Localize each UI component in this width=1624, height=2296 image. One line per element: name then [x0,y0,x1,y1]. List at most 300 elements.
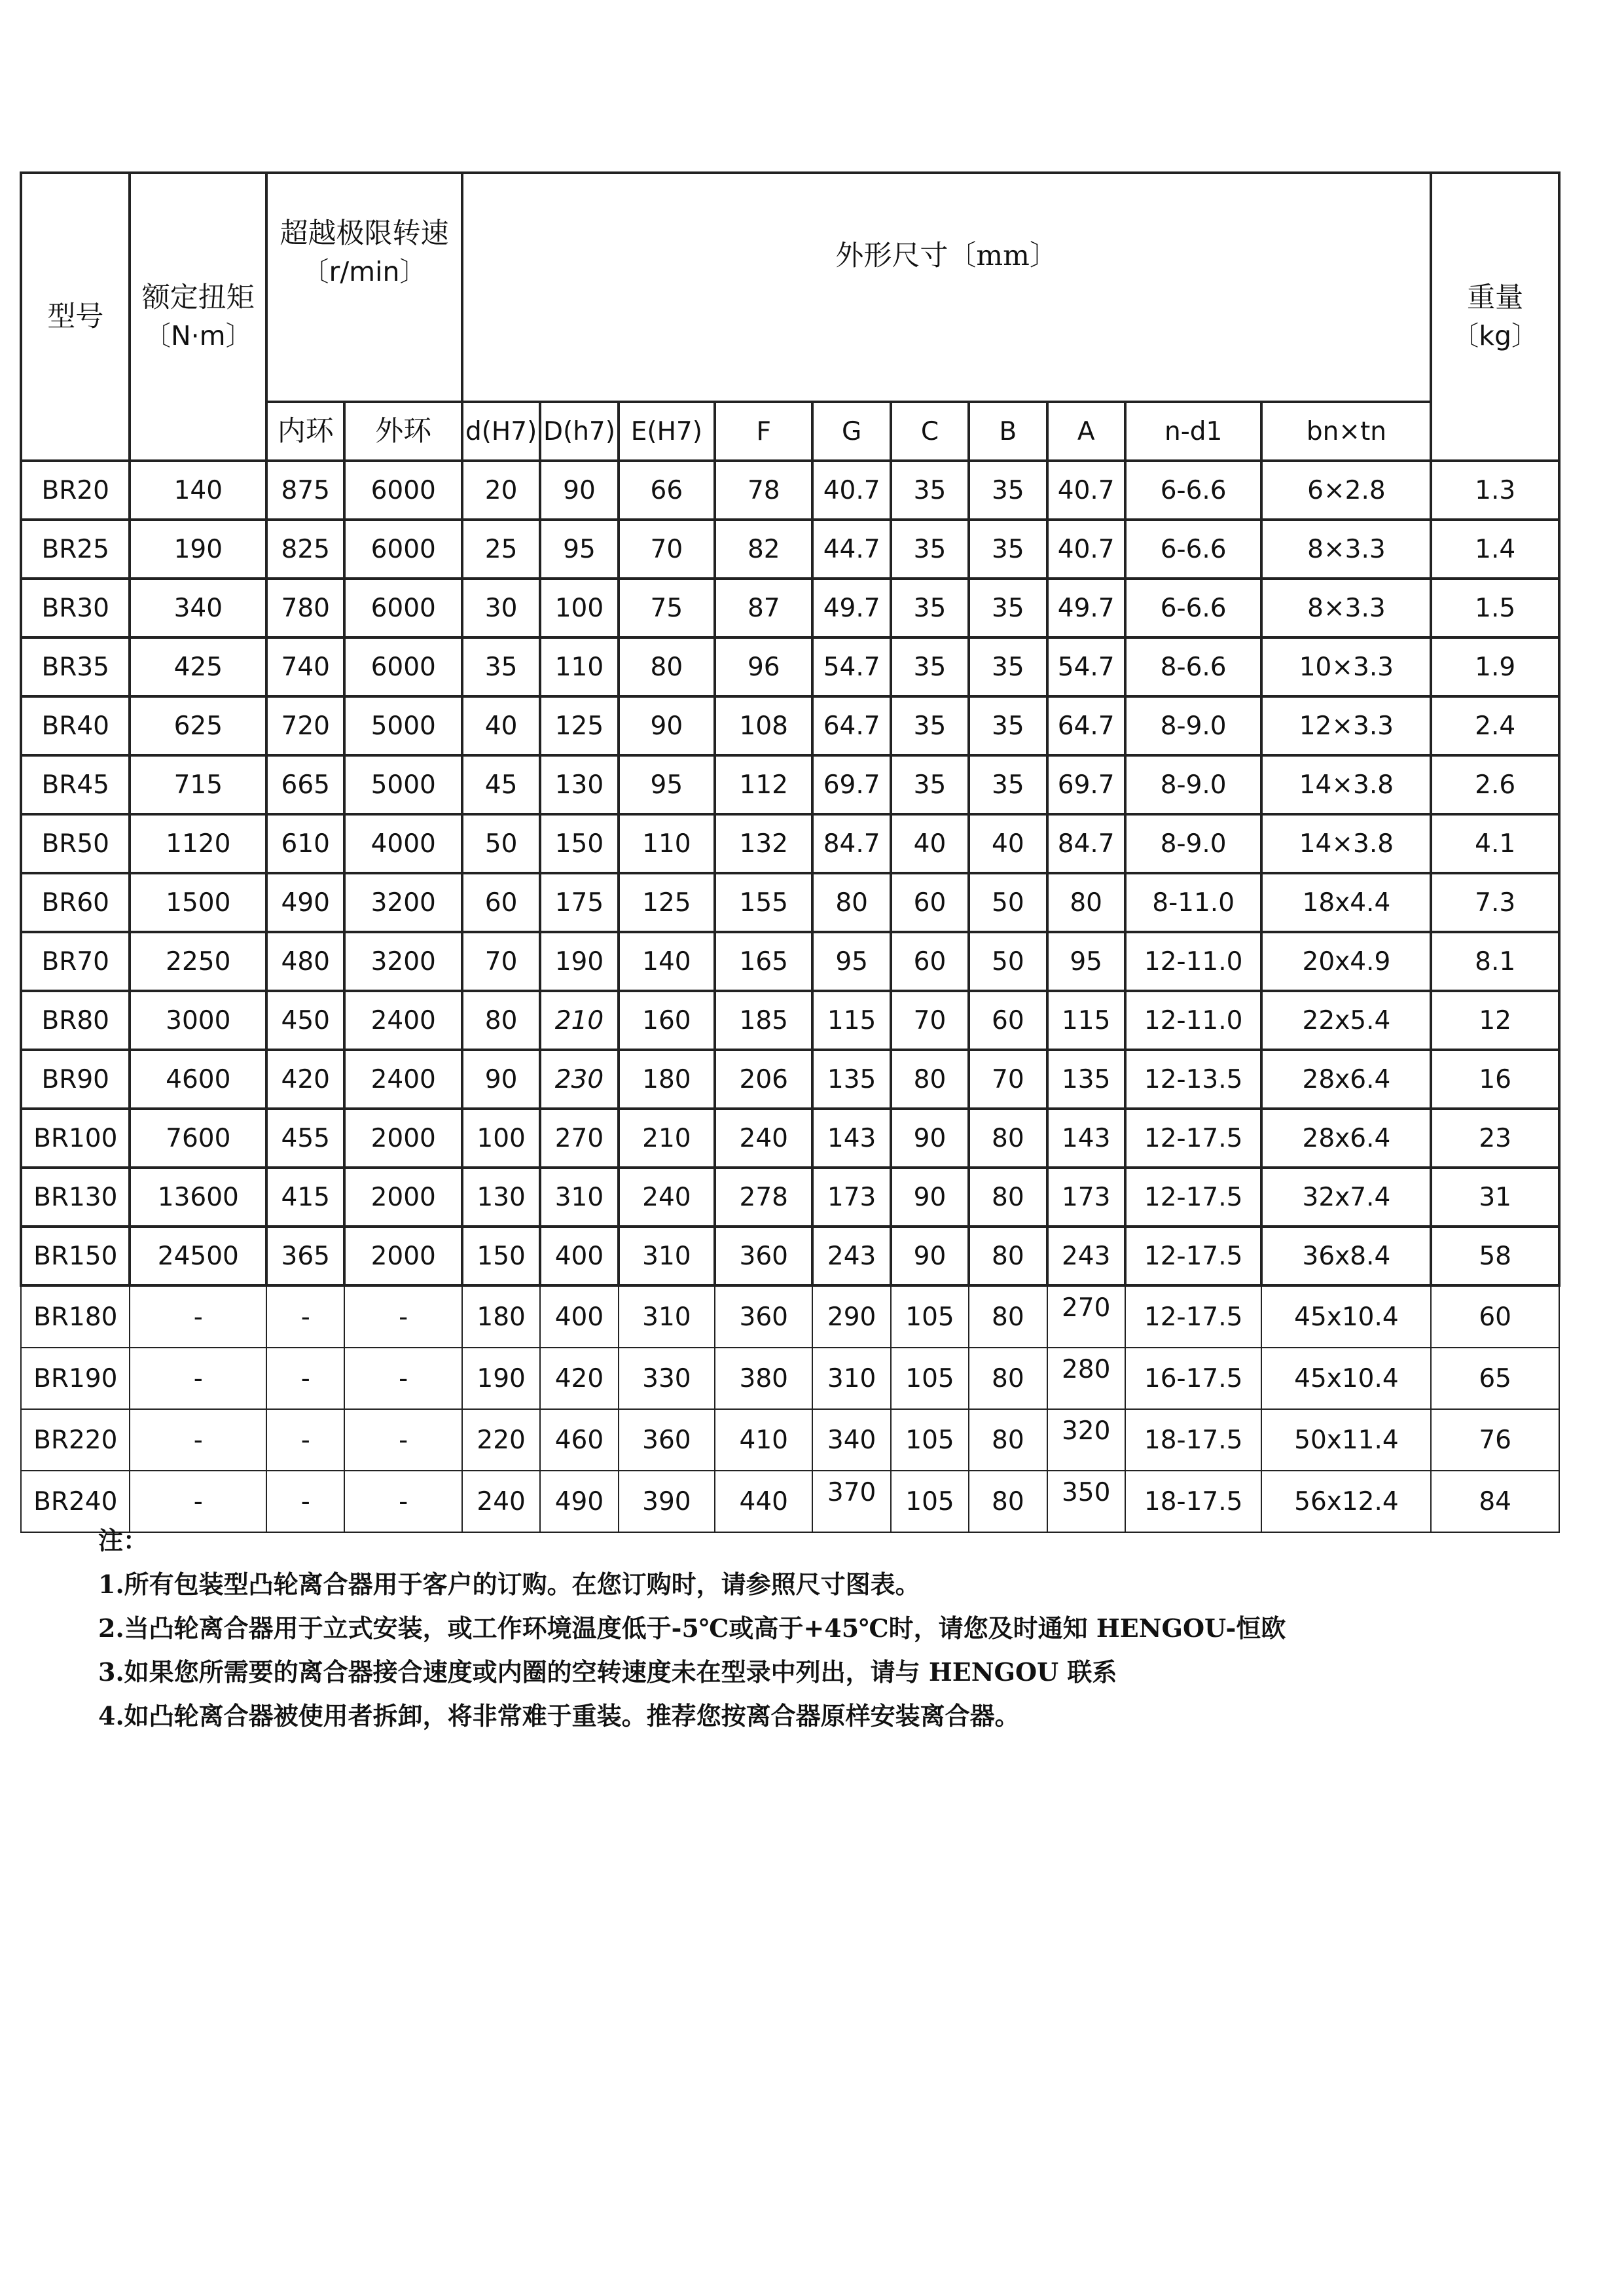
table-cell: 360 [619,1409,715,1471]
table-cell: 12 [1431,991,1559,1050]
table-cell: 180 [462,1285,540,1348]
table-row [21,520,1559,579]
notes-title: 注： [98,1526,149,1555]
table-cell: 130 [540,755,618,814]
table-cell: 80 [619,637,715,696]
table-cell: 24500 [130,1227,266,1285]
table-cell: 1500 [130,873,266,932]
note-4: 4.如凸轮离合器被使用者拆卸，将非常难于重装。推荐您按离合器原样安装离合器。 [98,1701,1020,1731]
table-cell: 10×3.3 [1261,637,1431,696]
table-cell [1047,1285,1125,1348]
table-cell: 220 [462,1409,540,1471]
table-cell: 82 [715,520,812,579]
table-cell: 70 [619,520,715,579]
table-cell: 100 [540,579,618,637]
table-row [21,461,1559,520]
header-torque [130,173,266,461]
table-cell: 23 [1431,1109,1559,1168]
table-cell: 610 [266,814,344,873]
table-cell: 40 [969,814,1047,873]
table-cell: 8-9.0 [1125,696,1262,755]
table-cell: 40.7 [1047,461,1125,520]
table-cell: 12-17.5 [1125,1285,1262,1348]
table-cell: 65 [1431,1348,1559,1409]
table-cell: 6000 [344,637,462,696]
table-cell: 95 [812,932,890,991]
table-cell: 18-17.5 [1125,1409,1262,1471]
table-cell: 2.6 [1431,755,1559,814]
table-cell: 80 [969,1285,1047,1348]
header-weight-unit: 〔kg〕 [1452,320,1539,351]
table-cell: 7600 [130,1109,266,1168]
table-cell: 95 [1047,932,1125,991]
table-cell: - [130,1409,266,1471]
table-cell: 6000 [344,461,462,520]
table-row [21,1227,1559,1285]
table-cell: - [266,1409,344,1471]
header-weight-label: 重量 [1467,281,1524,314]
table-cell: 290 [812,1285,890,1348]
table-cell: 80 [969,1348,1047,1409]
table-cell: 80 [891,1050,969,1109]
table-cell: 415 [266,1168,344,1227]
table-row [21,1050,1559,1109]
table-cell: 35 [969,755,1047,814]
table-cell: 50x11.4 [1261,1409,1431,1471]
table-cell: 400 [540,1285,618,1348]
table-cell: 80 [969,1109,1047,1168]
table-cell: 135 [1047,1050,1125,1109]
table-cell: BR20 [21,461,130,520]
table-cell: 2.4 [1431,696,1559,755]
table-cell: 243 [812,1227,890,1285]
table-cell: - [344,1471,462,1532]
table-cell: 1.4 [1431,520,1559,579]
table-cell: 125 [619,873,715,932]
table-cell: 400 [540,1227,618,1285]
table-cell-text: 370 [827,1477,876,1507]
table-cell: 780 [266,579,344,637]
table-cell: 330 [619,1348,715,1409]
table-cell: 173 [812,1168,890,1227]
table-cell: 185 [715,991,812,1050]
table-cell: 1.3 [1431,461,1559,520]
table-cell: 50 [969,873,1047,932]
notes [98,1518,1286,1738]
table-cell: 360 [715,1227,812,1285]
table-cell: 425 [130,637,266,696]
table-cell: 58 [1431,1227,1559,1285]
table-cell: 35 [969,696,1047,755]
table-cell: 165 [715,932,812,991]
table-cell: 310 [619,1227,715,1285]
table-cell: 390 [619,1471,715,1532]
table-cell: 54.7 [1047,637,1125,696]
table-cell: 105 [891,1348,969,1409]
table-cell: 90 [619,696,715,755]
table-cell: 14×3.8 [1261,814,1431,873]
table-cell: 175 [540,873,618,932]
header-D-h7: D(h7) [540,402,618,461]
table-cell: BR100 [21,1109,130,1168]
table-cell: 95 [619,755,715,814]
table-cell: 60 [891,873,969,932]
table-cell: 100 [462,1109,540,1168]
table-cell: 143 [1047,1109,1125,1168]
table-cell: 8-11.0 [1125,873,1262,932]
table-cell: 80 [462,991,540,1050]
table-cell: 110 [540,637,618,696]
header-C: C [891,402,969,461]
table-cell: 5000 [344,696,462,755]
table-cell: 36x8.4 [1261,1227,1431,1285]
table-cell: 90 [462,1050,540,1109]
table-cell: BR80 [21,991,130,1050]
table-cell: 190 [462,1348,540,1409]
table-cell: 12-11.0 [1125,932,1262,991]
table-cell: 2400 [344,1050,462,1109]
table-cell: 40 [462,696,540,755]
table-row [21,696,1559,755]
table-cell: 206 [715,1050,812,1109]
table-cell: BR240 [21,1471,130,1532]
table-cell: BR40 [21,696,130,755]
table-cell: 6000 [344,579,462,637]
note-1: 1.所有包装型凸轮离合器用于客户的订购。在您订购时，请参照尺寸图表。 [98,1570,920,1599]
table-cell: 480 [266,932,344,991]
table-cell: 1120 [130,814,266,873]
table-cell: BR130 [21,1168,130,1227]
table-cell: 87 [715,579,812,637]
table-cell: 75 [619,579,715,637]
table-row [21,1409,1559,1471]
table-cell: 2000 [344,1168,462,1227]
table-cell: BR150 [21,1227,130,1285]
table-cell: 110 [619,814,715,873]
table-cell: 665 [266,755,344,814]
table-cell: 31 [1431,1168,1559,1227]
table-cell: 150 [462,1227,540,1285]
header-n-d1: n-d1 [1125,402,1262,461]
table-row [21,873,1559,932]
table-cell: 173 [1047,1168,1125,1227]
table-cell: 625 [130,696,266,755]
table-cell: 2250 [130,932,266,991]
table-cell: 35 [891,696,969,755]
table-cell: 45x10.4 [1261,1285,1431,1348]
table-cell: 40.7 [1047,520,1125,579]
table-cell: 90 [891,1168,969,1227]
table-cell: 60 [462,873,540,932]
table-cell: - [344,1348,462,1409]
table-cell: 35 [891,520,969,579]
table-cell: 35 [891,461,969,520]
table-cell: 84.7 [812,814,890,873]
table-cell: 440 [715,1471,812,1532]
table-cell: 80 [812,873,890,932]
table-cell: BR25 [21,520,130,579]
table-cell: 140 [130,461,266,520]
table-cell: 190 [540,932,618,991]
table-row [21,1109,1559,1168]
table-cell: 5000 [344,755,462,814]
table-cell: - [130,1348,266,1409]
table-cell: 12-17.5 [1125,1227,1262,1285]
table-cell: 115 [812,991,890,1050]
table-cell: - [266,1285,344,1348]
table-cell: 8-9.0 [1125,755,1262,814]
table-cell: 54.7 [812,637,890,696]
header-speed-unit: 〔r/min〕 [302,256,427,287]
table-cell: 240 [462,1471,540,1532]
table-row [21,991,1559,1050]
header-speed [266,173,462,402]
note-2: 2.当凸轮离合器用于立式安装，或工作环境温度低于-5℃或高于+45℃时，请您及时通知 HENGOU-恒欧 [98,1613,1286,1643]
table-cell: 125 [540,696,618,755]
table-cell: BR220 [21,1409,130,1471]
table-cell: 76 [1431,1409,1559,1471]
table-row [21,755,1559,814]
table-cell: 2000 [344,1109,462,1168]
table-cell: 8×3.3 [1261,579,1431,637]
table-cell: 16-17.5 [1125,1348,1262,1409]
table-cell: 20 [462,461,540,520]
table-cell: 44.7 [812,520,890,579]
table-cell: 35 [969,520,1047,579]
table-cell: 60 [1431,1285,1559,1348]
table-cell: 4.1 [1431,814,1559,873]
table-cell: 365 [266,1227,344,1285]
table-cell: 243 [1047,1227,1125,1285]
table-cell [1047,1409,1125,1471]
table-cell: 2400 [344,991,462,1050]
table-cell: 96 [715,637,812,696]
table-cell: 16 [1431,1050,1559,1109]
table-cell: 28x6.4 [1261,1050,1431,1109]
table-cell: BR30 [21,579,130,637]
table-cell: 360 [715,1285,812,1348]
table-cell: 80 [969,1168,1047,1227]
table-cell: 240 [619,1168,715,1227]
table-cell: BR45 [21,755,130,814]
table-cell: 8-9.0 [1125,814,1262,873]
table-cell: BR50 [21,814,130,873]
table-cell: 108 [715,696,812,755]
table-cell: 490 [266,873,344,932]
table-cell: 45 [462,755,540,814]
table-cell: 14×3.8 [1261,755,1431,814]
table-cell: 40.7 [812,461,890,520]
table-cell: 6000 [344,520,462,579]
header-A: A [1047,402,1125,461]
table-row [21,637,1559,696]
table-row [21,1285,1559,1348]
table-cell: 132 [715,814,812,873]
table-cell: 450 [266,991,344,1050]
table-cell: 340 [130,579,266,637]
table-cell: - [344,1409,462,1471]
table-cell: 8.1 [1431,932,1559,991]
table-cell: 25 [462,520,540,579]
table-cell: 115 [1047,991,1125,1050]
table-cell: - [344,1285,462,1348]
header-torque-label: 额定扭矩 [141,281,255,314]
table-cell: 64.7 [812,696,890,755]
table-cell: 112 [715,755,812,814]
header-E-h7: E(H7) [619,402,715,461]
table-row [21,579,1559,637]
table-cell: 35 [891,637,969,696]
table-cell: 150 [540,814,618,873]
table-cell: 60 [969,991,1047,1050]
table-cell: 715 [130,755,266,814]
table-cell: - [130,1285,266,1348]
table-cell: 340 [812,1409,890,1471]
table-cell: 420 [266,1050,344,1109]
table-cell: 49.7 [1047,579,1125,637]
table-cell: 105 [891,1285,969,1348]
table-cell: 78 [715,461,812,520]
table-cell: 230 [540,1050,618,1109]
table-cell: 56x12.4 [1261,1471,1431,1532]
note-3: 3.如果您所需要的离合器接合速度或内圈的空转速度未在型录中列出，请与 HENGOU 联系 [98,1657,1117,1687]
table-cell: 240 [715,1109,812,1168]
table-cell: 80 [1047,873,1125,932]
table-cell: 3200 [344,932,462,991]
table-cell: 8×3.3 [1261,520,1431,579]
table-cell: 49.7 [812,579,890,637]
table-cell: - [266,1348,344,1409]
table-cell: 70 [891,991,969,1050]
table-cell: 84 [1431,1471,1559,1532]
table-cell: BR90 [21,1050,130,1109]
table-cell: 12-11.0 [1125,991,1262,1050]
table-cell: BR190 [21,1348,130,1409]
header-dimensions: 外形尺寸〔mm〕 [462,173,1431,402]
table-cell: 740 [266,637,344,696]
table-cell: 310 [812,1348,890,1409]
table-cell: 278 [715,1168,812,1227]
table-cell: 8-6.6 [1125,637,1262,696]
table-cell: 35 [969,637,1047,696]
table-cell: 28x6.4 [1261,1109,1431,1168]
table-cell: 80 [969,1227,1047,1285]
table-cell: 2000 [344,1227,462,1285]
table-cell: 130 [462,1168,540,1227]
header-inner-ring: 内环 [266,402,344,461]
table-cell-text: 270 [1061,1293,1111,1323]
table-cell: 60 [891,932,969,991]
table-row [21,814,1559,873]
table-cell-text: 320 [1061,1416,1111,1446]
table-cell: 420 [540,1348,618,1409]
header-F: F [715,402,812,461]
table-cell: - [266,1471,344,1532]
table-cell: 720 [266,696,344,755]
table-cell: 12-17.5 [1125,1109,1262,1168]
table-row [21,1168,1559,1227]
table-cell: 380 [715,1348,812,1409]
table-cell: 69.7 [1047,755,1125,814]
table-cell: 135 [812,1050,890,1109]
table-cell: 50 [969,932,1047,991]
table-cell: 66 [619,461,715,520]
table-cell: 3200 [344,873,462,932]
table-cell: 18-17.5 [1125,1471,1262,1532]
table-cell: 90 [891,1109,969,1168]
table-cell-text: 350 [1061,1477,1111,1507]
table-cell: BR180 [21,1285,130,1348]
table-cell: 210 [540,991,618,1050]
header-G: G [812,402,890,461]
table-cell: 1.9 [1431,637,1559,696]
table-cell: 70 [969,1050,1047,1109]
table-cell: 6-6.6 [1125,520,1262,579]
table-cell: BR60 [21,873,130,932]
table-cell: 30 [462,579,540,637]
table-cell-text: 280 [1061,1354,1111,1384]
table-cell: 310 [540,1168,618,1227]
table-cell: 155 [715,873,812,932]
table-cell: 180 [619,1050,715,1109]
table-cell: 70 [462,932,540,991]
header-d-h7: d(H7) [462,402,540,461]
header-B: B [969,402,1047,461]
table-cell: 143 [812,1109,890,1168]
table-cell: 12-17.5 [1125,1168,1262,1227]
table-cell: 35 [969,579,1047,637]
table-cell: 69.7 [812,755,890,814]
table-cell: 6-6.6 [1125,461,1262,520]
table-row [21,932,1559,991]
header-row-1 [21,173,1559,402]
header-weight [1431,173,1559,461]
table-cell: 90 [540,461,618,520]
table-cell: 12-13.5 [1125,1050,1262,1109]
table-cell: 18x4.4 [1261,873,1431,932]
header-torque-unit: 〔N·m〕 [143,320,253,351]
table-cell: 40 [891,814,969,873]
table-cell: 190 [130,520,266,579]
header-model: 型号 [21,173,130,461]
table-cell: 105 [891,1409,969,1471]
table-cell: 95 [540,520,618,579]
table-cell: 12×3.3 [1261,696,1431,755]
table-cell: 50 [462,814,540,873]
table-cell: 45x10.4 [1261,1348,1431,1409]
table-cell: 35 [891,755,969,814]
table-cell: 490 [540,1471,618,1532]
table-cell: 6-6.6 [1125,579,1262,637]
table-cell: 22x5.4 [1261,991,1431,1050]
table-cell: 3000 [130,991,266,1050]
table-cell: 4000 [344,814,462,873]
table-cell: 210 [619,1109,715,1168]
table-cell: 160 [619,991,715,1050]
table-cell: 825 [266,520,344,579]
table-cell: 80 [969,1409,1047,1471]
table-cell: 270 [540,1109,618,1168]
table-cell: 875 [266,461,344,520]
table-cell: 20x4.9 [1261,932,1431,991]
table-cell: 6×2.8 [1261,461,1431,520]
table-cell: 64.7 [1047,696,1125,755]
table-cell: - [130,1471,266,1532]
header-outer-ring: 外环 [344,402,462,461]
table-cell [1047,1348,1125,1409]
table-cell: 13600 [130,1168,266,1227]
table-cell: 35 [969,461,1047,520]
